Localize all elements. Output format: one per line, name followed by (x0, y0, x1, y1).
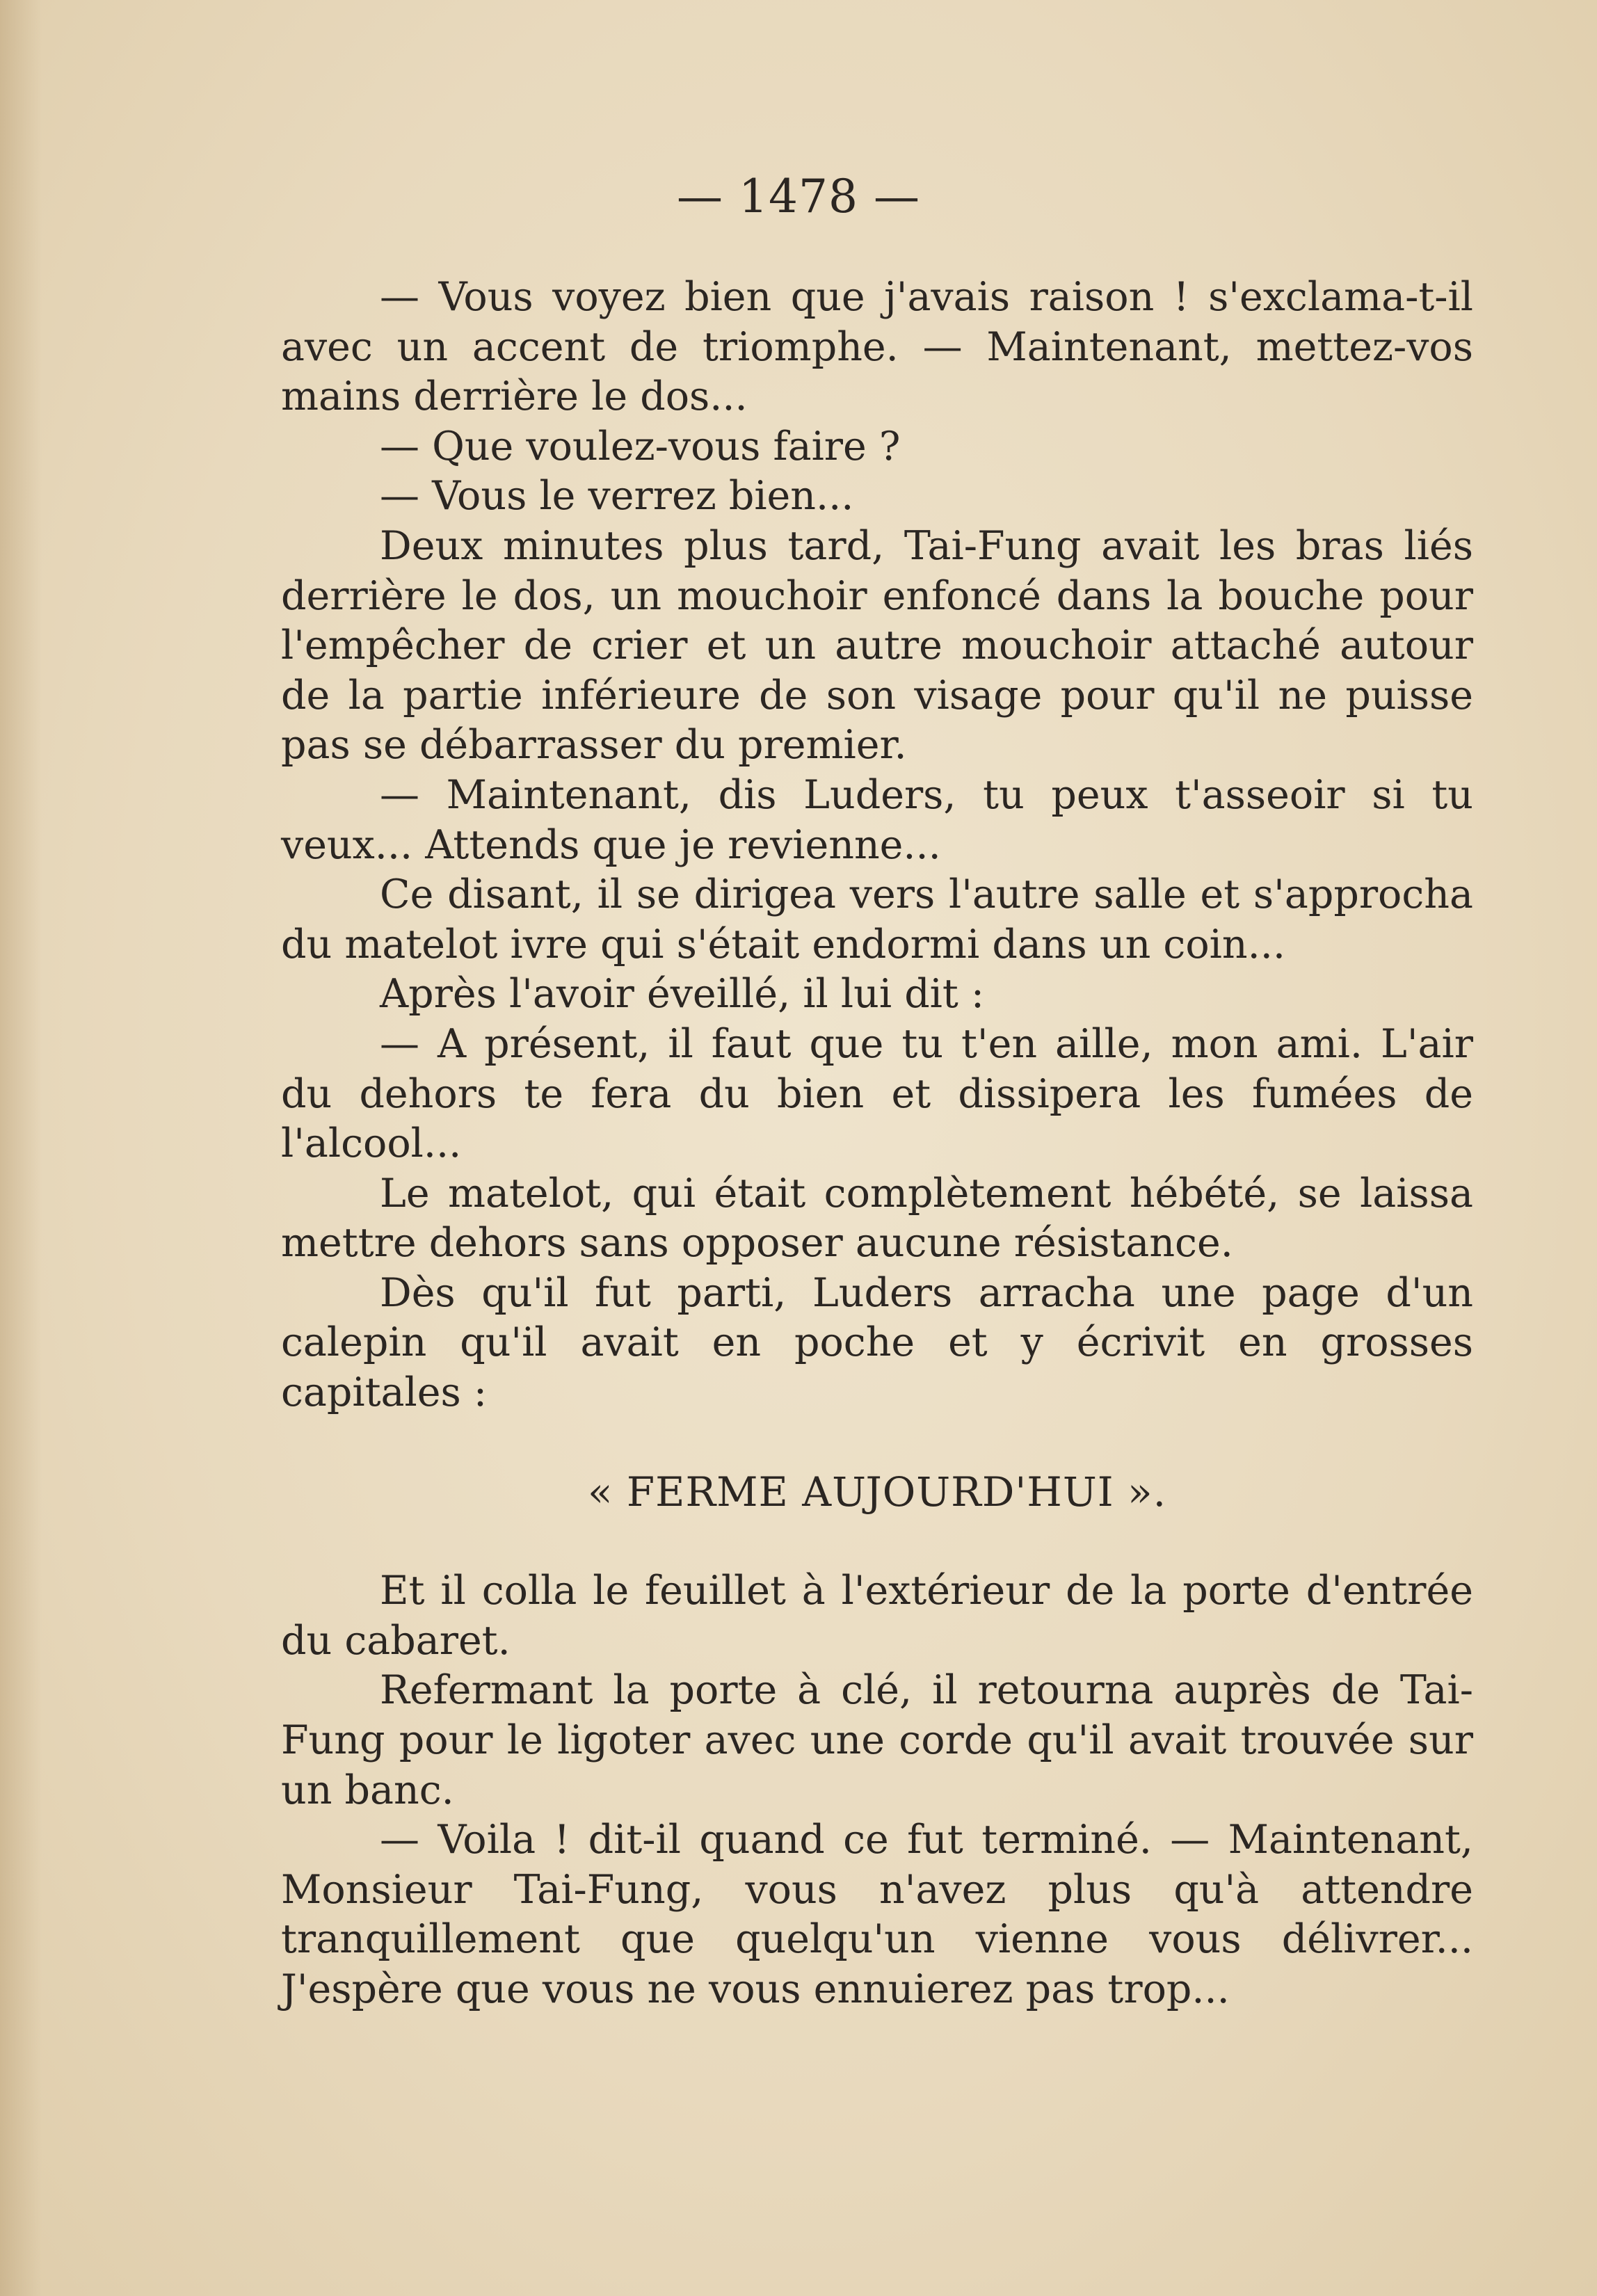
paragraph: Deux minutes plus tard, Tai-Fung avait les bras liés derrière le dos, un mouchoir enfoncé dans la bouche pour l'empêcher de crier et un autre mouchoir attaché autour de la partie inférieure de son visage pour qu'il ne puisse pas se débarrasser du premier. (281, 522, 1473, 769)
body-text (281, 273, 1473, 2015)
paragraph: — Vous voyez bien que j'avais raison ! s'exclama-t-il avec un accent de triomphe. — Maintenant, mettez-vos mains derrière le dos... (281, 274, 1473, 420)
paragraph: — Vous le verrez bien... (380, 473, 854, 520)
paragraph: — Maintenant, dis Luders, tu peux t'asseoir si tu veux... Attends que je revienne... (281, 771, 1473, 868)
page-number: — 1478 — (677, 170, 920, 223)
paragraph: — Voila ! dit-il quand ce fut terminé. — Maintenant, Monsieur Tai-Fung, vous n'avez plus qu'à attendre tranquillement que quelqu'un vienne vous délivrer... J'espère que vous ne vous ennuierez pas trop... (281, 1817, 1473, 2012)
paragraph: — A présent, il faut que tu t'en aille, mon ami. L'air du dehors te fera du bien et dissipera les fumées de l'alcool... (281, 1020, 1473, 1167)
paragraph: Et il colla le feuillet à l'extérieur de la porte d'entrée du cabaret. (281, 1568, 1473, 1664)
paragraph: Le matelot, qui était complètement hébété, se laissa mettre dehors sans opposer aucune résistance. (281, 1170, 1473, 1267)
paragraph: — Que voulez-vous faire ? (380, 423, 901, 469)
paragraph: Dès qu'il fut parti, Luders arracha une page d'un calepin qu'il avait en poche et y écrivit en grosses capitales : (281, 1269, 1473, 1416)
paragraph: Après l'avoir éveillé, il lui dit : (380, 971, 985, 1018)
page-edge-shadow (0, 0, 42, 2296)
paragraph: Ce disant, il se dirigea vers l'autre salle et s'approcha du matelot ivre qui s'était endormi dans un coin... (281, 872, 1473, 968)
paragraph: Refermant la porte à clé, il retourna auprès de Tai-Fung pour le ligoter avec une corde qu'il avait trouvée sur un banc. (281, 1667, 1473, 1813)
sign-heading: « FERME AUJOURD'HUI ». (587, 1468, 1167, 1516)
